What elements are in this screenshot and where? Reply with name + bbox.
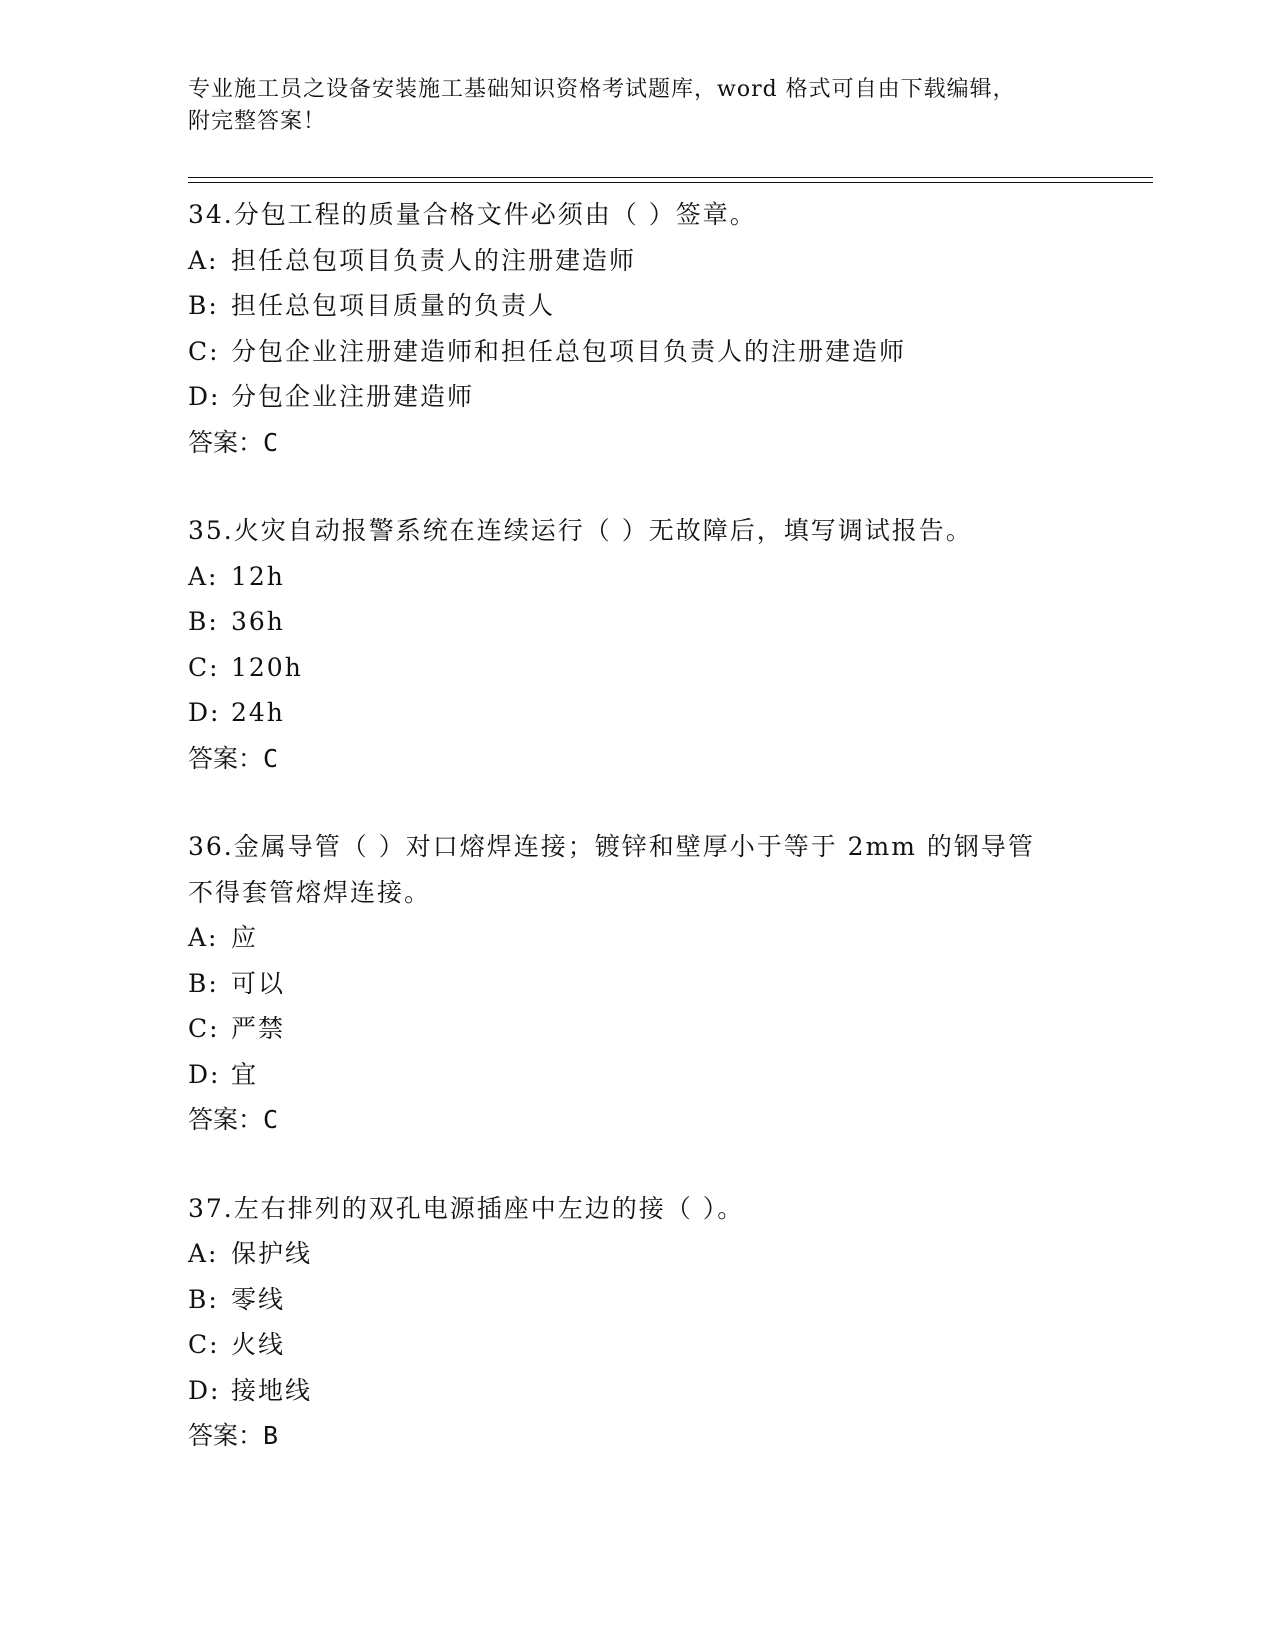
header-line-1: 专业施工员之设备安装施工基础知识资格考试题库，word 格式可自由下载编辑， (188, 77, 1016, 102)
option-d (188, 690, 1088, 736)
option-c (188, 645, 1088, 691)
answer-label: 答案： (188, 743, 264, 773)
option-text: 分包企业注册建造师 (231, 382, 475, 411)
option-label: D: (188, 698, 221, 727)
option-label: A: (188, 923, 219, 952)
question-list (188, 192, 1088, 1502)
option-b (188, 1277, 1088, 1323)
answer-value: B (263, 1421, 279, 1450)
option-text: 火线 (231, 1330, 286, 1359)
option-label: C: (188, 336, 220, 366)
question-36 (188, 824, 1088, 1143)
option-label: B: (188, 607, 219, 636)
option-label: C: (188, 652, 220, 682)
option-a (188, 238, 1088, 284)
option-text: 零线 (231, 1284, 286, 1314)
answer-line (188, 1413, 1088, 1459)
question-34 (188, 192, 1088, 465)
option-text: 保护线 (231, 1239, 313, 1268)
answer-label: 答案： (188, 1105, 264, 1134)
option-label: C: (188, 1330, 220, 1359)
option-b (188, 599, 1088, 645)
answer-value: C (263, 1105, 279, 1134)
answer-line (188, 1097, 1088, 1143)
question-stem: 37.左右排列的双孔电源插座中左边的接（ ）。 (188, 1193, 745, 1223)
option-text: 宜 (231, 1059, 259, 1089)
option-d (188, 1052, 1088, 1098)
question-stem-line-1: 36.金属导管（ ）对口熔焊连接；镀锌和壁厚小于等于 2mm 的钢导管 (188, 832, 1035, 861)
answer-label: 答案： (188, 1421, 264, 1450)
option-c (188, 1322, 1088, 1368)
answer-value: C (263, 743, 279, 773)
option-label: A: (188, 1239, 219, 1268)
question-37 (188, 1186, 1088, 1459)
option-text: 担任总包项目质量的负责人 (231, 291, 556, 320)
answer-line (188, 736, 1088, 782)
option-a (188, 554, 1088, 600)
option-text: 分包企业注册建造师和担任总包项目负责人的注册建造师 (231, 336, 907, 366)
option-d (188, 1368, 1088, 1414)
header-divider-bottom (188, 182, 1153, 183)
header-divider-top (188, 177, 1153, 178)
option-a (188, 915, 1088, 961)
option-label: A: (188, 561, 219, 591)
option-label: C: (188, 1014, 220, 1043)
option-b (188, 961, 1088, 1007)
option-text: 36h (231, 607, 285, 636)
option-d (188, 374, 1088, 420)
option-label: B: (188, 1284, 219, 1314)
header-line-2: 附完整答案！ (188, 109, 327, 134)
option-text: 可以 (231, 968, 286, 998)
option-label: B: (188, 291, 219, 320)
question-stem-line-2: 不得套管熔焊连接。 (188, 877, 432, 907)
option-c (188, 329, 1088, 375)
option-label: A: (188, 245, 219, 275)
answer-value: C (263, 427, 279, 457)
question-35 (188, 508, 1088, 781)
option-text: 24h (231, 698, 285, 727)
option-b (188, 283, 1088, 329)
option-text: 120h (231, 652, 303, 682)
option-label: D: (188, 1375, 221, 1405)
option-label: D: (188, 1059, 221, 1089)
option-text: 12h (231, 561, 285, 591)
option-a (188, 1231, 1088, 1277)
option-label: B: (188, 968, 219, 998)
option-c (188, 1006, 1088, 1052)
question-stem: 35.火灾自动报警系统在连续运行（ ）无故障后，填写调试报告。 (188, 516, 973, 545)
option-text: 接地线 (231, 1375, 313, 1405)
document-header (188, 74, 1088, 138)
option-text: 严禁 (231, 1014, 286, 1043)
option-text: 应 (231, 923, 259, 952)
answer-line (188, 420, 1088, 466)
option-text: 担任总包项目负责人的注册建造师 (231, 245, 637, 275)
option-label: D: (188, 382, 221, 411)
question-stem: 34.分包工程的质量合格文件必须由（ ）签章。 (188, 200, 757, 229)
answer-label: 答案： (188, 427, 264, 457)
